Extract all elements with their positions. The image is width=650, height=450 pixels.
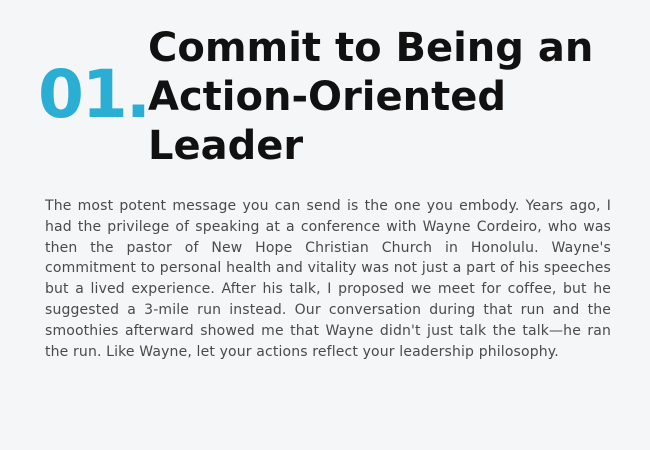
section-number: 01. bbox=[38, 56, 149, 133]
section-title-line-2: Action-Oriented bbox=[148, 74, 506, 120]
section-title-line-3: Leader bbox=[148, 123, 304, 169]
section-title-line-1: Commit to Being an bbox=[148, 25, 594, 71]
section-title bbox=[148, 24, 628, 171]
section-body-paragraph: The most potent message you can send is the one you embody. Years ago, I had the privilege of speaking at a conference with Wayne Cordeiro, who was then the pastor of New Hope Christian Church in Honolulu. Wayne's commitment to personal health and vitality was not just a part of his speeches but a lived experience. After his talk, I proposed we meet for coffee, but he suggested a 3-mile run instead. Our conversation during that run and the smoothies afterward showed me that Wayne didn't just talk the talk—he ran the run. Like Wayne, let your actions reflect your leadership philosophy. bbox=[45, 198, 611, 360]
